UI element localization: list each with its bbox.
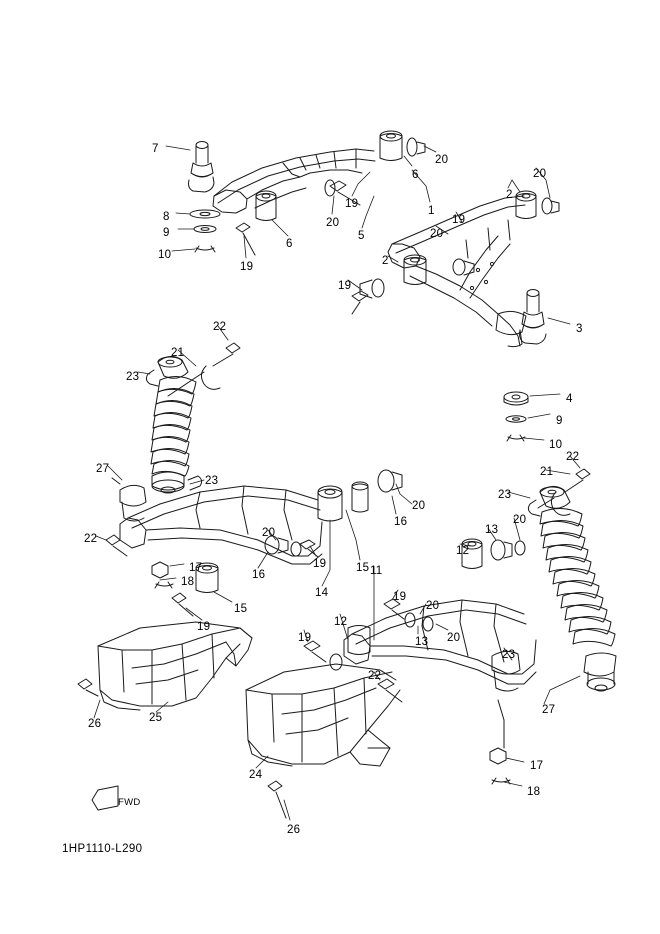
callout-number: 10 [549,439,563,451]
fwd-arrow [92,786,118,810]
callout-number: 16 [394,516,408,528]
callout-number: 20 [430,228,444,240]
callout-number: 9 [556,415,563,427]
callout-number: 19 [393,591,407,603]
callout-number: 23 [126,371,140,383]
callout-number: 1 [428,205,435,217]
callout-number: 19 [298,632,312,644]
callout-number: 16 [252,569,266,581]
callout-number: 27 [542,704,556,716]
callout-number: 3 [576,323,583,335]
callout-number: 12 [456,545,470,557]
callout-number: 18 [527,786,541,798]
callout-number: 18 [181,576,195,588]
callout-number: 4 [566,393,573,405]
callout-number: 10 [158,249,172,261]
callout-number: 20 [326,217,340,229]
callout-number: 19 [452,214,466,226]
callout-number: 20 [435,154,449,166]
callout-number: 2 [382,255,389,267]
callout-number: 6 [412,169,419,181]
callout-number: 23 [502,649,516,661]
left-shock-absorber [146,343,240,493]
right-shock-absorber [528,466,616,691]
callout-number: 20 [262,527,276,539]
callout-number: 9 [163,227,170,239]
callout-number: 21 [171,347,185,359]
callout-number: 22 [84,533,98,545]
upper-left-a-arm [189,131,426,255]
lower-left-a-arm [106,470,402,616]
callout-number: 22 [368,670,382,682]
callout-number: 19 [345,198,359,210]
callout-number: 20 [447,632,461,644]
callout-number: 19 [338,280,352,292]
callout-number: 20 [513,514,527,526]
callout-number: 12 [334,616,348,628]
callout-number: 15 [234,603,248,615]
callout-number: 19 [240,261,254,273]
upper-right-a-arm [352,191,559,441]
left-a-arm-guard [78,622,252,710]
callout-number: 26 [287,824,301,836]
callout-number: 7 [152,143,159,155]
callout-number: 17 [530,760,544,772]
callout-number: 23 [498,489,512,501]
callout-number: 2 [506,189,513,201]
callout-number: 19 [197,621,211,633]
callout-number: 20 [412,500,426,512]
callout-number: 5 [358,230,365,242]
callout-number: 15 [356,562,370,574]
callout-number: 17 [189,562,203,574]
callout-number: 20 [533,168,547,180]
callout-number: 13 [415,636,429,648]
callout-number: 8 [163,211,170,223]
callout-number: 23 [205,475,219,487]
callout-number: 21 [540,466,554,478]
callout-number: 22 [213,321,227,333]
callout-number: 25 [149,712,163,724]
callout-number: 19 [313,558,327,570]
callout-number: 20 [426,600,440,612]
part-code-label: 1HP1110-L290 [62,843,143,855]
right-a-arm-guard [246,664,400,818]
callout-number: 22 [566,451,580,463]
callout-number: 13 [485,524,499,536]
callout-number: 11 [370,565,383,577]
callout-number: 14 [315,587,329,599]
callout-number: 6 [286,238,293,250]
callout-number: 27 [96,463,110,475]
fwd-direction-label: FWD [118,797,141,808]
callout-number: 26 [88,718,102,730]
callout-number: 24 [249,769,263,781]
lower-right-a-arm [304,539,536,784]
